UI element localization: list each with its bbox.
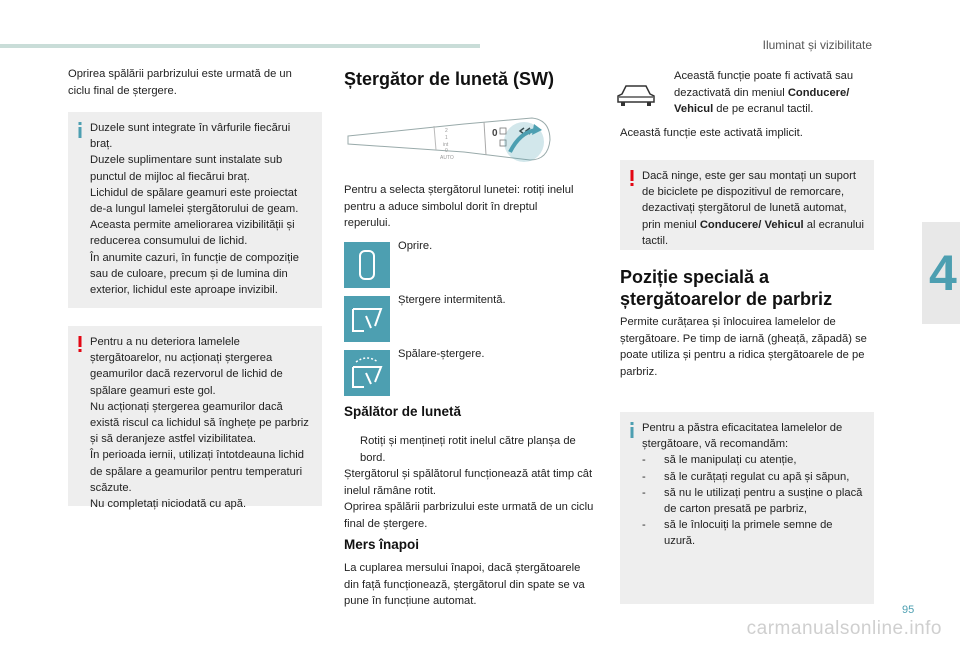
stalk-label: 1 — [445, 135, 448, 141]
warning-text: al ecranului tactil. — [642, 218, 864, 247]
info-note-line: Duzele suplimentare sunt instalate sub punctul de mijloc al fiecărui braț. — [90, 154, 283, 183]
car-note-menu: Conducere/ Vehicul — [674, 86, 850, 115]
warning-icon — [76, 336, 84, 352]
reverse-gear-text: La cuplarea mersului înapoi, dacă ștergătoarele din față funcționează, ștergătorul din spate se va pune în funcțiune automat. — [344, 562, 585, 607]
list-dash: - — [642, 470, 646, 483]
rear-washer-text: Ștergătorul și spălătorul funcționează atât timp cât inelul rămâne rotit. — [344, 468, 593, 497]
section-title: Iluminat și vizibilitate — [762, 38, 872, 52]
list-item-text: să le înlocuiți la primele semne de uzură. — [664, 519, 833, 548]
info-icon — [628, 422, 636, 438]
mode-label-stop: Oprire. — [398, 240, 433, 252]
car-settings-icon — [616, 82, 656, 108]
default-activation-text: Această funcție este activată implicit. — [620, 127, 803, 139]
rear-washer-bullet — [344, 433, 598, 466]
wash-wipe-icon — [344, 350, 390, 396]
warning-note-line: Nu completați niciodată cu apă. — [90, 498, 247, 511]
rear-washer-text: Oprirea spălării parbrizului este urmată de un ciclu final de ștergere. — [344, 501, 594, 530]
warning-note-line: În perioada iernii, utilizați întotdeauna lichid de spălare a geamurilor pentru temperaturi scăzute. — [90, 449, 304, 494]
warning-note-line: Nu acționați ștergerea geamurilor dacă există riscul ca lichidul să înghețe pe parbriz și să deranjeze astfel vizibilitatea. — [90, 400, 309, 446]
watermark: carmanualsonline.info — [746, 618, 942, 639]
car-note-text: Această funcție poate fi activată sau dezactivată din meniul — [674, 70, 854, 99]
intermittent-wipe-icon — [344, 296, 390, 342]
chapter-number: 4 — [929, 245, 957, 301]
info-icon — [76, 122, 84, 138]
warning-note-wipers — [68, 326, 322, 511]
stalk-label: 0 — [445, 148, 448, 154]
special-position-text: Permite curățarea și înlocuirea lamelelor de ștergătoare. Pe timp de iarnă (gheață, zăpadă) se poate utiliza și pentru a ridica ștergătoarele de pe parbriz. — [620, 316, 867, 378]
stop-icon — [344, 242, 390, 288]
tips-list — [642, 452, 866, 549]
list-item-text: să le curățați regulat cu apă și săpun, — [664, 470, 850, 483]
col1-intro: Oprirea spălării parbrizului este urmată de un ciclu final de ștergere. — [68, 68, 292, 97]
mode-label-intermittent: Ștergere intermitentă. — [398, 294, 506, 306]
warning-menu: Conducere/ Vehicul — [699, 218, 804, 231]
wiper-stalk-illustration — [344, 108, 554, 170]
stalk-label: 2 — [445, 128, 448, 134]
list-item-text: să nu le utilizați pentru a susține o placă de carton presată pe parbriz, — [664, 486, 863, 516]
special-title-line: Poziție specială a — [620, 267, 770, 287]
warning-note-snow — [620, 160, 874, 250]
list-dash: - — [642, 454, 646, 467]
stalk-label: AUTO — [440, 155, 454, 161]
tips-intro: Pentru a păstra eficacitatea lamelelor de ștergătoare, vă recomandăm: — [642, 422, 843, 451]
special-position-title — [620, 266, 880, 310]
list-item-text: să le manipulați cu atenție, — [664, 454, 797, 467]
list-dash: - — [642, 486, 646, 499]
info-note-line: Duzele sunt integrate în vârfurile fiecărui braț. — [90, 122, 291, 151]
page-number: 95 — [902, 604, 915, 616]
list-item — [642, 469, 866, 485]
special-title-line: ștergătoarelor de parbriz — [620, 289, 833, 309]
reverse-gear-title: Mers înapoi — [344, 537, 420, 552]
mode-label-wash-wipe: Spălare-ștergere. — [398, 348, 485, 360]
info-note-nozzles — [68, 112, 322, 308]
warning-note-line: Pentru a nu deteriora lamelele ștergătoarelor, nu acționați ștergerea geamurilor dacă rezervorul de lichid de spălare geamuri este gol. — [90, 336, 283, 397]
info-note-line: Lichidul de spălare geamuri este proiectat de-a lungul lamelei ștergătorului de geam. Aceasta permite ameliorarea vizibilității și reducerea consumului de lichid. — [90, 186, 299, 248]
list-item — [642, 485, 866, 517]
list-item — [642, 452, 866, 468]
info-note-line: În anumite cazuri, în funcție de compoziție sau de culoare, precum și de lumina din exterior, lichidul este aproape invizibil. — [90, 251, 299, 297]
stalk-label: int — [443, 142, 449, 148]
list-dash: - — [642, 519, 646, 532]
warning-icon — [628, 170, 636, 186]
rear-washer-title: Spălător de lunetă — [344, 404, 462, 419]
info-note-blades — [620, 412, 874, 604]
stalk-label: 0 — [492, 128, 498, 139]
rear-wiper-title: Ștergător de lunetă (SW) — [344, 69, 555, 89]
car-note-text: de pe ecranul tactil. — [713, 103, 814, 115]
rear-wiper-instruction: Pentru a selecta ștergătorul lunetei: rotiți inelul pentru a aduce simbolul dorit în dreptul reperului. — [344, 184, 574, 229]
list-item — [642, 517, 866, 549]
warning-text: Dacă ninge, este ger sau montați un suport de biciclete pe dispozitivul de remorcare, dezactivați ștergătorul de lunetă automat, prin meniul — [642, 170, 856, 231]
rear-washer-bullet-text: Rotiți și mențineți rotit inelul către planșa de bord. — [360, 435, 576, 464]
rear-washer-body — [344, 433, 598, 532]
car-function-note — [674, 68, 874, 118]
top-accent-bar — [0, 44, 480, 48]
